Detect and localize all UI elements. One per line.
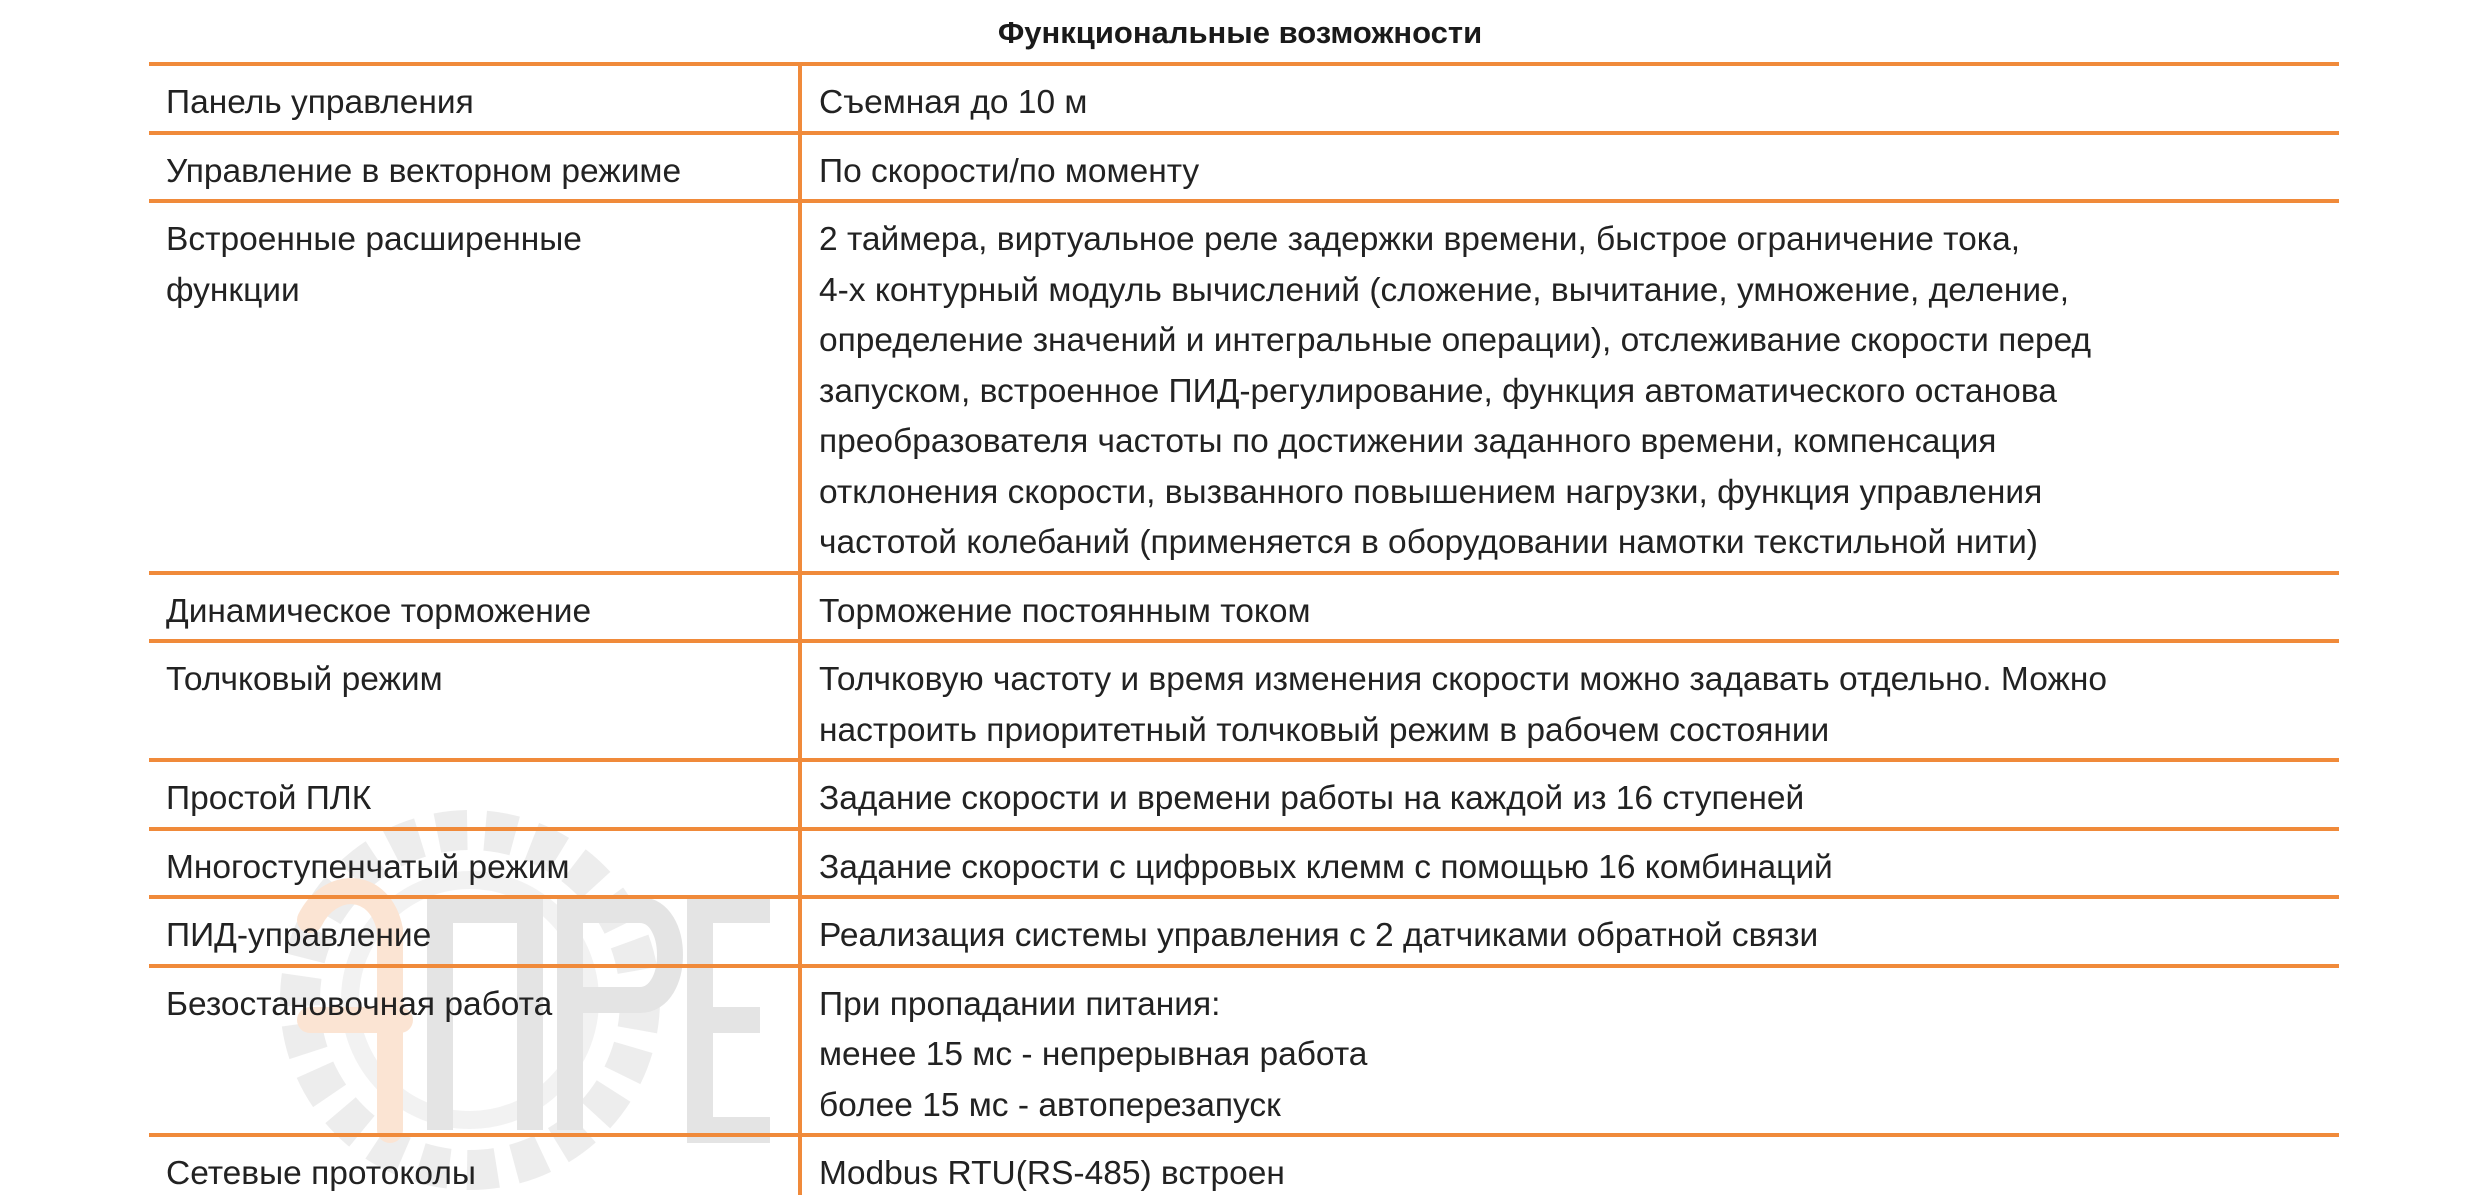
row-value: 2 таймера, виртуальное реле задержки времени, быстрое ограничение тока, 4-х контурный модуль вычислений (сложение, вычитание, умножение, деление, определение значений и интегральные операции), отслеживание скорости перед запуском, встроенное ПИД-регулирование, функция автоматического останова преобразователя частоты по достижении заданного времени, компенсация отклонения скорости, вызванного повышением нагрузки, функция управления частотой колебаний (применяется в оборудовании намотки текстильной нити) — [819, 221, 2092, 561]
table-row — [149, 968, 2339, 1138]
table-row — [149, 762, 2339, 831]
table-row — [149, 1137, 2339, 1195]
table-row — [149, 575, 2339, 644]
table-row — [149, 643, 2339, 762]
row-value: Modbus RTU(RS-485) встроен — [819, 1155, 1285, 1192]
row-value: По скорости/по моменту — [819, 152, 1200, 190]
row-label: Управление в векторном режиме — [149, 135, 802, 200]
row-value: Торможение постоянным током — [819, 592, 1311, 630]
row-label: Встроенные расширенные функции — [149, 203, 802, 571]
row-value: Задание скорости с цифровых клемм с помощью 16 комбинаций — [819, 848, 1833, 886]
row-value: Задание скорости и времени работы на каждой из 16 ступеней — [819, 780, 1805, 817]
row-label: Панель управления — [149, 66, 802, 131]
row-value: Толчковую частоту и время изменения скорости можно задавать отдельно. Можно настроить приоритетный толчковый режим в рабочем состоянии — [819, 661, 2107, 749]
row-label: ПИД-управление — [149, 899, 802, 964]
table-row — [149, 203, 2339, 575]
row-value: При пропадании питания: менее 15 мс - непрерывная работа более 15 мс - автоперезапуск — [819, 985, 1368, 1124]
row-label: Многоступенчатый режим — [149, 831, 802, 896]
row-value: Реализация системы управления с 2 датчиками обратной связи — [819, 917, 1819, 954]
table-row — [149, 831, 2339, 900]
row-label: Сетевые протоколы — [149, 1137, 802, 1195]
table-title: Функциональные возможности — [997, 15, 1483, 50]
row-label: Простой ПЛК — [149, 762, 802, 827]
table-row — [149, 66, 2339, 135]
table-row — [149, 899, 2339, 968]
row-label: Безостановочная работа — [149, 968, 802, 1134]
row-label: Толчковый режим — [149, 643, 802, 758]
row-label: Динамическое торможение — [149, 575, 802, 640]
row-value: Съемная до 10 м — [819, 84, 1088, 121]
table-row — [149, 135, 2339, 204]
features-table — [149, 62, 2339, 1195]
